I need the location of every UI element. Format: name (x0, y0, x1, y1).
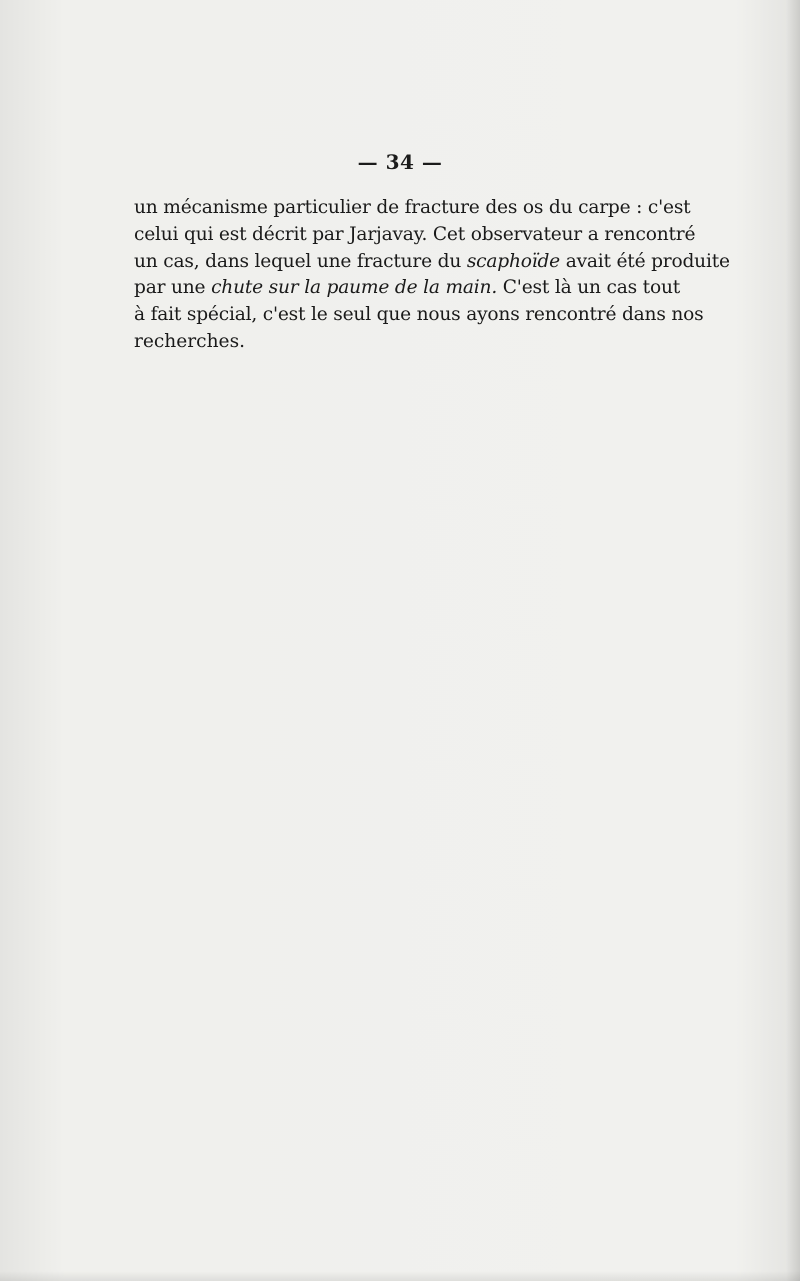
body-paragraph (134, 195, 730, 356)
text-line: par une chute sur la paume de la main. C'est là un cas tout (134, 277, 680, 299)
italic-phrase: chute sur la paume de la main. (211, 277, 498, 299)
page-number: — 34 — (357, 150, 443, 174)
text-line: celui qui est décrit par Jarjavay. Cet observateur a rencontré (134, 223, 696, 245)
page-edge-shadow (0, 1271, 800, 1281)
page-edge-shadow (786, 0, 800, 1281)
italic-term: scaphoïde (466, 250, 560, 272)
text-line: recherches. (134, 330, 246, 352)
text-line: un cas, dans lequel une fracture du scaphoïde avait été produite (134, 250, 730, 272)
text-line: un mécanisme particulier de fracture des os du carpe : c'est (134, 197, 691, 218)
text-line: à fait spécial, c'est le seul que nous ayons rencontré dans nos (134, 304, 704, 326)
